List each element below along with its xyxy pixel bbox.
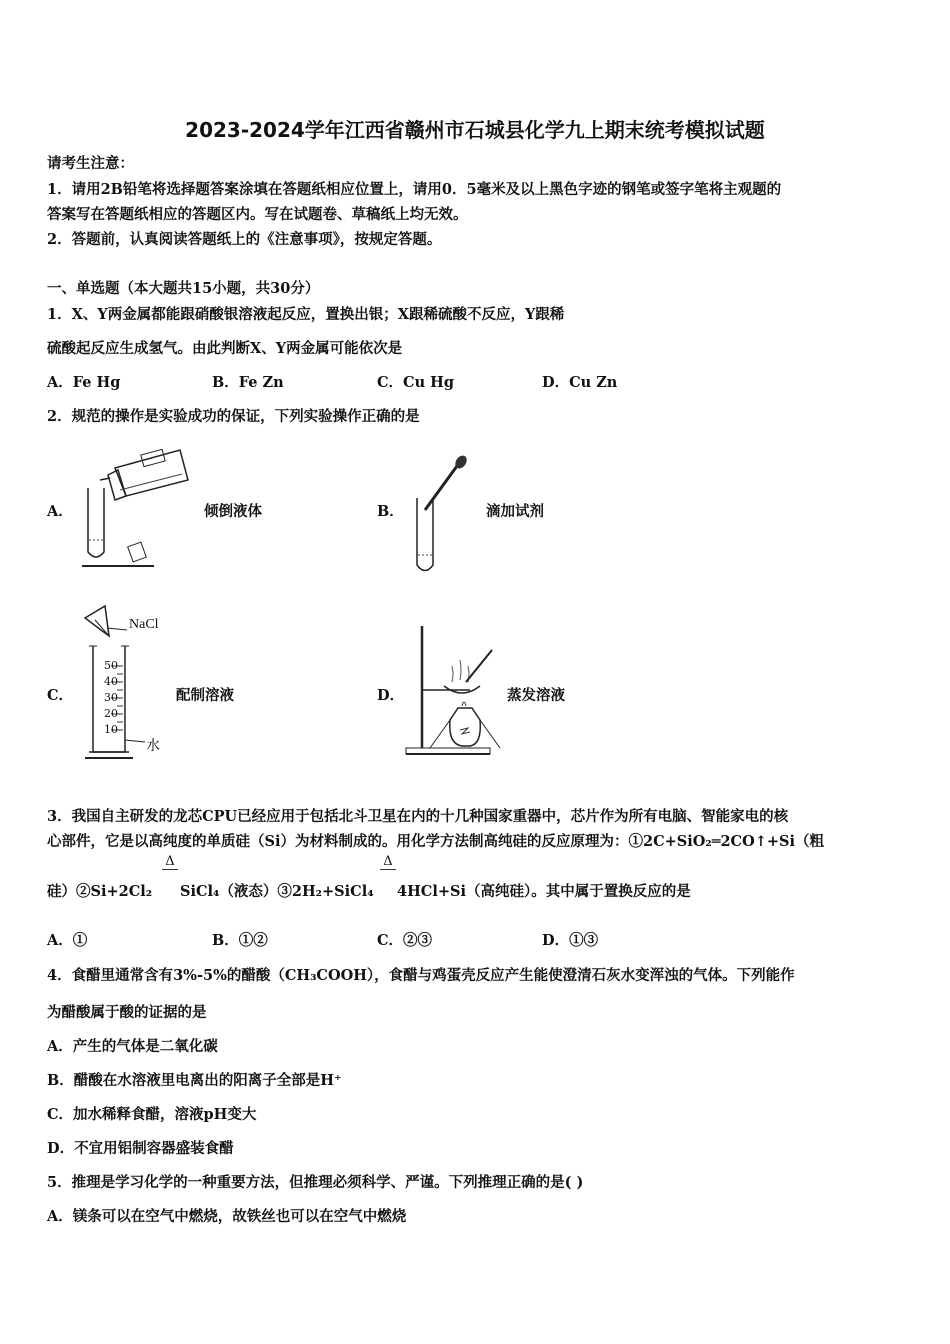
q5-option-a[interactable]: A．镁条可以在空气中燃烧，故铁丝也可以在空气中燃烧 <box>47 1208 407 1225</box>
scale-20: 20 <box>104 707 118 720</box>
q2-option-b-label: 滴加试剂 <box>486 503 544 520</box>
section-heading: 一、单选题（本大题共15小题，共30分） <box>47 280 320 297</box>
q4-option-b[interactable]: B．醋酸在水溶液里电离出的阳离子全部是H⁺ <box>47 1072 342 1089</box>
q1-stem-b: 硫酸起反应生成氢气。由此判断X、Y两金属可能依次是 <box>47 340 403 357</box>
q1-option-a[interactable]: A．Fe Hg <box>47 374 121 391</box>
q1-option-c[interactable]: C．Cu Hg <box>377 374 455 391</box>
q2-option-a-letter[interactable]: A． <box>47 503 73 520</box>
evaporating-solution-illustration <box>400 620 510 765</box>
page-title: 2023-2024学年江西省赣州市石城县化学九上期末统考模拟试题 <box>185 118 765 142</box>
delta-1-text: Δ <box>162 855 178 870</box>
q5-stem: 5．推理是学习化学的一种重要方法，但推理必须科学、严谨。下列推理正确的是( ) <box>47 1174 584 1191</box>
q2-option-c-letter[interactable]: C． <box>47 687 74 704</box>
water-label: 水 <box>146 738 160 754</box>
q3-option-a[interactable]: A．① <box>47 932 88 949</box>
q2-option-d-label: 蒸发溶液 <box>507 687 565 704</box>
scale-30: 30 <box>104 691 118 704</box>
q4-option-d[interactable]: D．不宜用铝制容器盛装食醋 <box>47 1140 234 1157</box>
notice-line-1a: 1．请用2B铅笔将选择题答案涂填在答题纸相应位置上，请用0．5毫米及以上黑色字迹的钢笔或签字笔将主观题的 <box>47 181 782 198</box>
q4-stem-b: 为醋酸属于酸的证据的是 <box>47 1004 207 1021</box>
delta-symbol-1 <box>162 855 178 870</box>
q2-option-c-label: 配制溶液 <box>176 687 234 704</box>
q3-option-d[interactable]: D．①③ <box>542 932 599 949</box>
q3-option-b[interactable]: B．①② <box>212 932 268 949</box>
notice-heading: 请考生注意： <box>47 155 134 172</box>
q3-line-2: 心部件，它是以高纯度的单质硅（Si）为材料制成的。用化学方法制高纯硅的反应原理为：①2C+SiO₂═2CO↑+Si（粗 <box>47 833 824 850</box>
scale-50: 50 <box>104 659 118 672</box>
q1-stem-a: 1．X、Y两金属都能跟硝酸银溶液起反应，置换出银；X跟稀硫酸不反应，Y跟稀 <box>47 306 565 323</box>
q4-option-c[interactable]: C．加水稀释食醋，溶液pH变大 <box>47 1106 257 1123</box>
q1-option-b[interactable]: B．Fe Zn <box>212 374 284 391</box>
dropping-reagent-illustration <box>405 450 475 580</box>
pouring-liquid-illustration <box>70 440 200 575</box>
scale-40: 40 <box>104 675 118 688</box>
delta-2-text: Δ <box>380 855 396 870</box>
q3-line-3c: 4HCl+Si（高纯硅）。其中属于置换反应的是 <box>397 883 691 900</box>
q2-option-a-label: 倾倒液体 <box>204 503 262 520</box>
q2-option-d-letter[interactable]: D． <box>377 687 405 704</box>
q2-stem: 2．规范的操作是实验成功的保证，下列实验操作正确的是 <box>47 408 420 425</box>
delta-symbol-2 <box>380 855 396 870</box>
q4-stem-a: 4．食醋里通常含有3%-5%的醋酸（CH₃COOH），食醋与鸡蛋壳反应产生能使澄清石灰水变浑浊的气体。下列能作 <box>47 967 795 984</box>
q1-option-d[interactable]: D．Cu Zn <box>542 374 618 391</box>
q3-line-3a: 硅）②Si+2Cl₂ <box>47 883 153 900</box>
q4-option-a[interactable]: A．产生的气体是二氧化碳 <box>47 1038 218 1055</box>
q2-option-b-letter[interactable]: B． <box>377 503 404 520</box>
scale-10: 10 <box>104 723 118 736</box>
notice-line-2: 2．答题前，认真阅读答题纸上的《注意事项》，按规定答题。 <box>47 231 442 248</box>
notice-line-1b: 答案写在答题纸相应的答题区内。写在试题卷、草稿纸上均无效。 <box>47 206 468 223</box>
q3-line-3b: SiCl₄（液态）③2H₂+SiCl₄ <box>180 883 374 900</box>
nacl-label: NaCl <box>129 617 159 632</box>
q3-option-c[interactable]: C．②③ <box>377 932 433 949</box>
q3-line-1: 3．我国自主研发的龙芯CPU已经应用于包括北斗卫星在内的十几种国家重器中，芯片作为所有电脑、智能家电的核 <box>47 808 789 825</box>
